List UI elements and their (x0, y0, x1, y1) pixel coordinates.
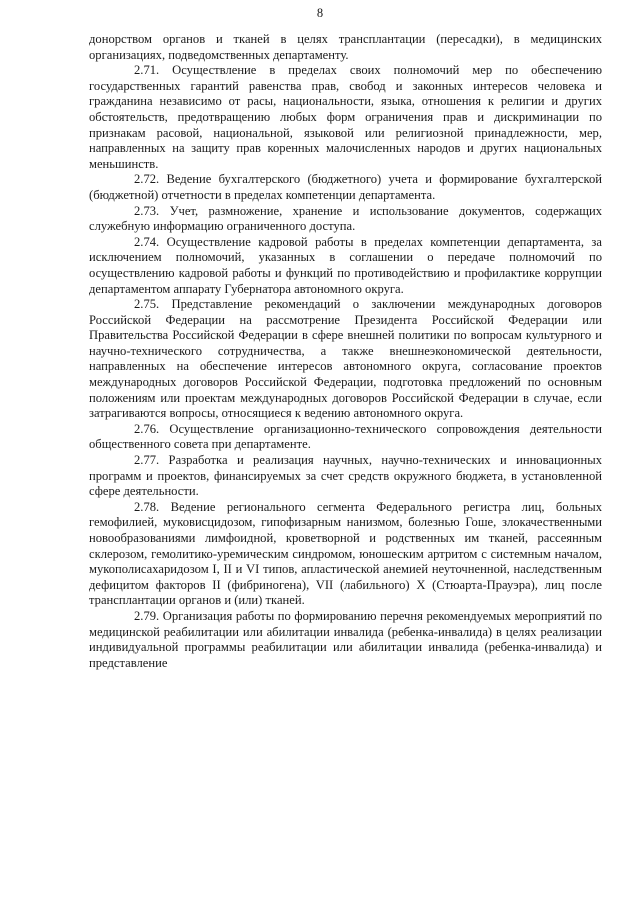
paragraph-2-72: 2.72. Ведение бухгалтерского (бюджетного) учета и формирование бухгалтерской (бюджетной) отчетности в пределах компетенции департамента. (89, 172, 602, 202)
paragraph-2-73: 2.73. Учет, размножение, хранение и использование документов, содержащих служебную информацию ограниченного доступа. (89, 203, 602, 234)
paragraph-2-78: 2.78. Ведение регионального сегмента Федерального регистра лиц, больных гемофилией, муковисцидозом, гипофизарным нанизмом, болезнью Гоше, злокачественными новообразованиями лимфоидной, кроветворной и родственных им тканей, рассеянным склерозом, гемолитико-уремическим синдромом, юношеским артритом с системным началом, мукополисахаридозом I, II и VI типов, апластической анемией неуточненной, наследственным дефицитом факторов II (фибриногена), VII (лабильного) X (Стюарта-Прауэра), лиц после трансплантации органов и (или) тканей. (89, 499, 602, 608)
paragraph-2-74: 2.74. Осуществление кадровой работы в пределах компетенции департамента, за исключением полномочий, указанных в соглашении о передаче полномочий по осуществлению кадровой работы и функций по противодействию и профилактике коррупции департаментом аппарату Губернатора автономного округа. (89, 234, 602, 296)
page-number: 8 (316, 6, 324, 20)
paragraph-2-77: 2.77. Разработка и реализация научных, научно-технических и инновационных программ и проектов, финансируемых за счет средств окружного бюджета, в установленной сфере деятельности. (89, 453, 602, 499)
paragraph-2-75: 2.75. Представление рекомендаций о заключении международных договоров Российской Федерации на рассмотрение Президента Российской Федерации или Правительства Российской Федерации в сфере внешней политики по вопросам культурного и научно-технического сотрудничества, а также внешнеэкономической деятельности, направленных на обеспечение интересов автономного округа, согласование проектов международных договоров Российской Федерации, подготовка предложений по основным положениям или проектам международных договоров Российской Федерации в случае, если затрагиваются вопросы, относящиеся к ведению автономного округа. (89, 297, 602, 421)
continuation-paragraph: донорством органов и тканей в целях трансплантации (пересадки), в медицинских организациях, подведомственных департаменту. (89, 32, 602, 62)
paragraph-2-79: 2.79. Организация работы по формированию перечня рекомендуемых мероприятий по медицинской реабилитации или абилитации инвалида (ребенка-инвалида) в целях реализации индивидуальной программы реабилитации или абилитации инвалида (ребенка-инвалида) и представление (89, 608, 602, 670)
document-body (89, 32, 602, 671)
paragraph-2-71: 2.71. Осуществление в пределах своих полномочий мер по обеспечению государственных гарантий равенства прав, свобод и законных интересов человека и гражданина независимо от расы, национальности, языка, отношения к религии и других обстоятельств, предотвращению любых форм ограничения прав и дискриминации по признакам расовой, национальной, языковой или религиозной принадлежности, мер, направленных на защиту прав коренных малочисленных народов и других национальных меньшинств. (89, 63, 602, 171)
paragraph-2-76: 2.76. Осуществление организационно-технического сопровождения деятельности общественного совета при департаменте. (89, 421, 602, 452)
